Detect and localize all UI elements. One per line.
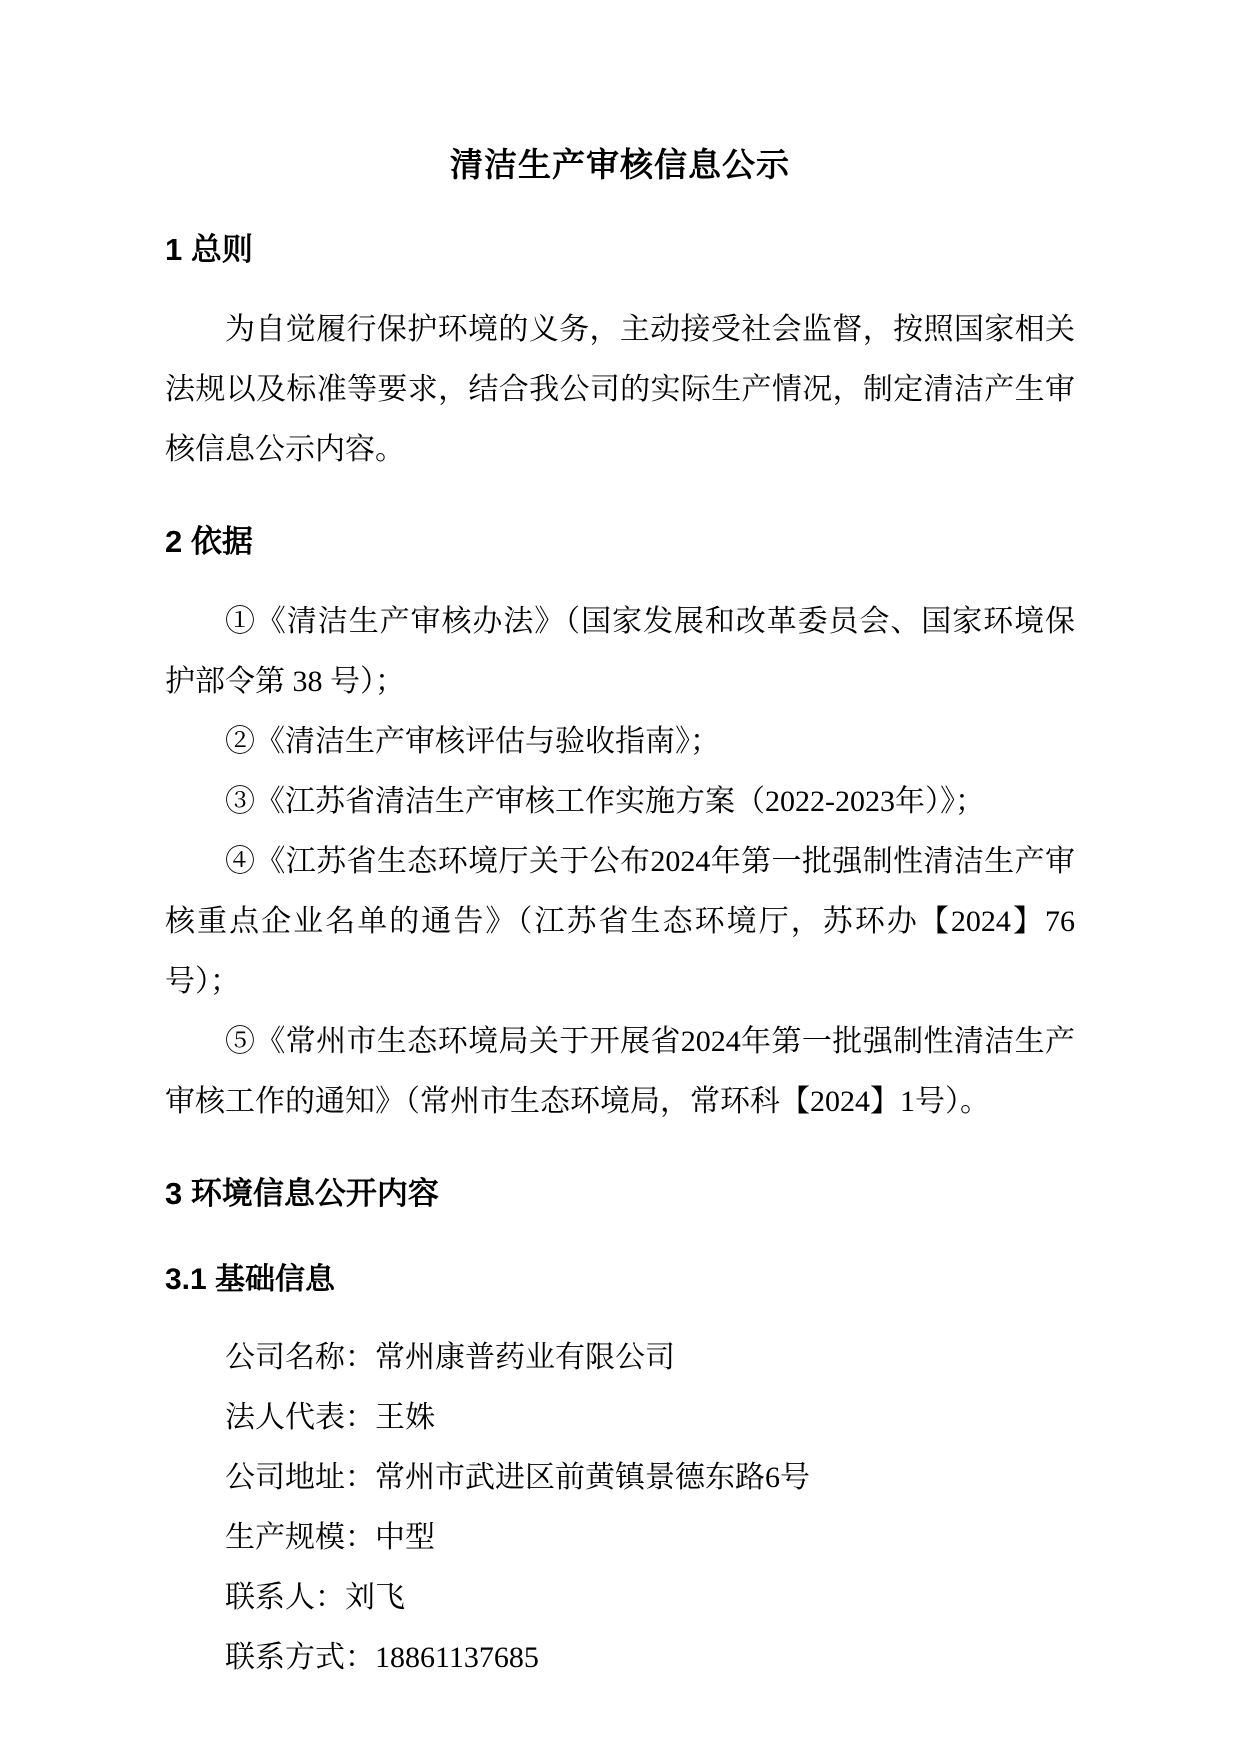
basis-item-4: ④《江苏省生态环境厅关于公布2024年第一批强制性清洁生产审核重点企业名单的通告》（江苏省生态环境厅，苏环办【2024】76号）； [165, 845, 1075, 998]
basis-item-5: ⑤《常州市生态环境局关于开展省2024年第一批强制性清洁生产审核工作的通知》（常州市生态环境局，常环科【2024】1号）。 [165, 1025, 1075, 1118]
info-line-legal-representative: 法人代表：王姝 [225, 1401, 435, 1434]
section-heading-basis: 2 依据 [165, 524, 253, 559]
basic-info-list [165, 1328, 1075, 1688]
info-line-production-scale: 生产规模：中型 [225, 1521, 435, 1554]
section-heading-general: 1 总则 [165, 232, 253, 267]
basis-item-2: ②《清洁生产审核评估与验收指南》； [225, 725, 720, 758]
basis-item-3: ③《江苏省清洁生产审核工作实施方案（2022-2023年）》； [225, 785, 985, 818]
section-heading-disclosure: 3 环境信息公开内容 [165, 1176, 439, 1211]
basis-item-1: ①《清洁生产审核办法》（国家发展和改革委员会、国家环境保护部令第 38 号）； [165, 605, 1075, 698]
general-paragraph: 为自觉履行保护环境的义务，主动接受社会监督，按照国家相关法规以及标准等要求，结合我公司的实际生产情况，制定清洁产生审核信息公示内容。 [165, 313, 1075, 466]
sub-heading-basic-info: 3.1 基础信息 [165, 1263, 336, 1296]
info-line-contact-person: 联系人：刘飞 [225, 1581, 405, 1614]
document-title: 清洁生产审核信息公示 [450, 146, 790, 183]
info-line-company-name: 公司名称：常州康普药业有限公司 [225, 1341, 675, 1374]
info-line-contact-number: 联系方式：18861137685 [225, 1641, 539, 1674]
info-line-company-address: 公司地址：常州市武进区前黄镇景德东路6号 [225, 1461, 810, 1494]
basis-list [165, 592, 1075, 1132]
